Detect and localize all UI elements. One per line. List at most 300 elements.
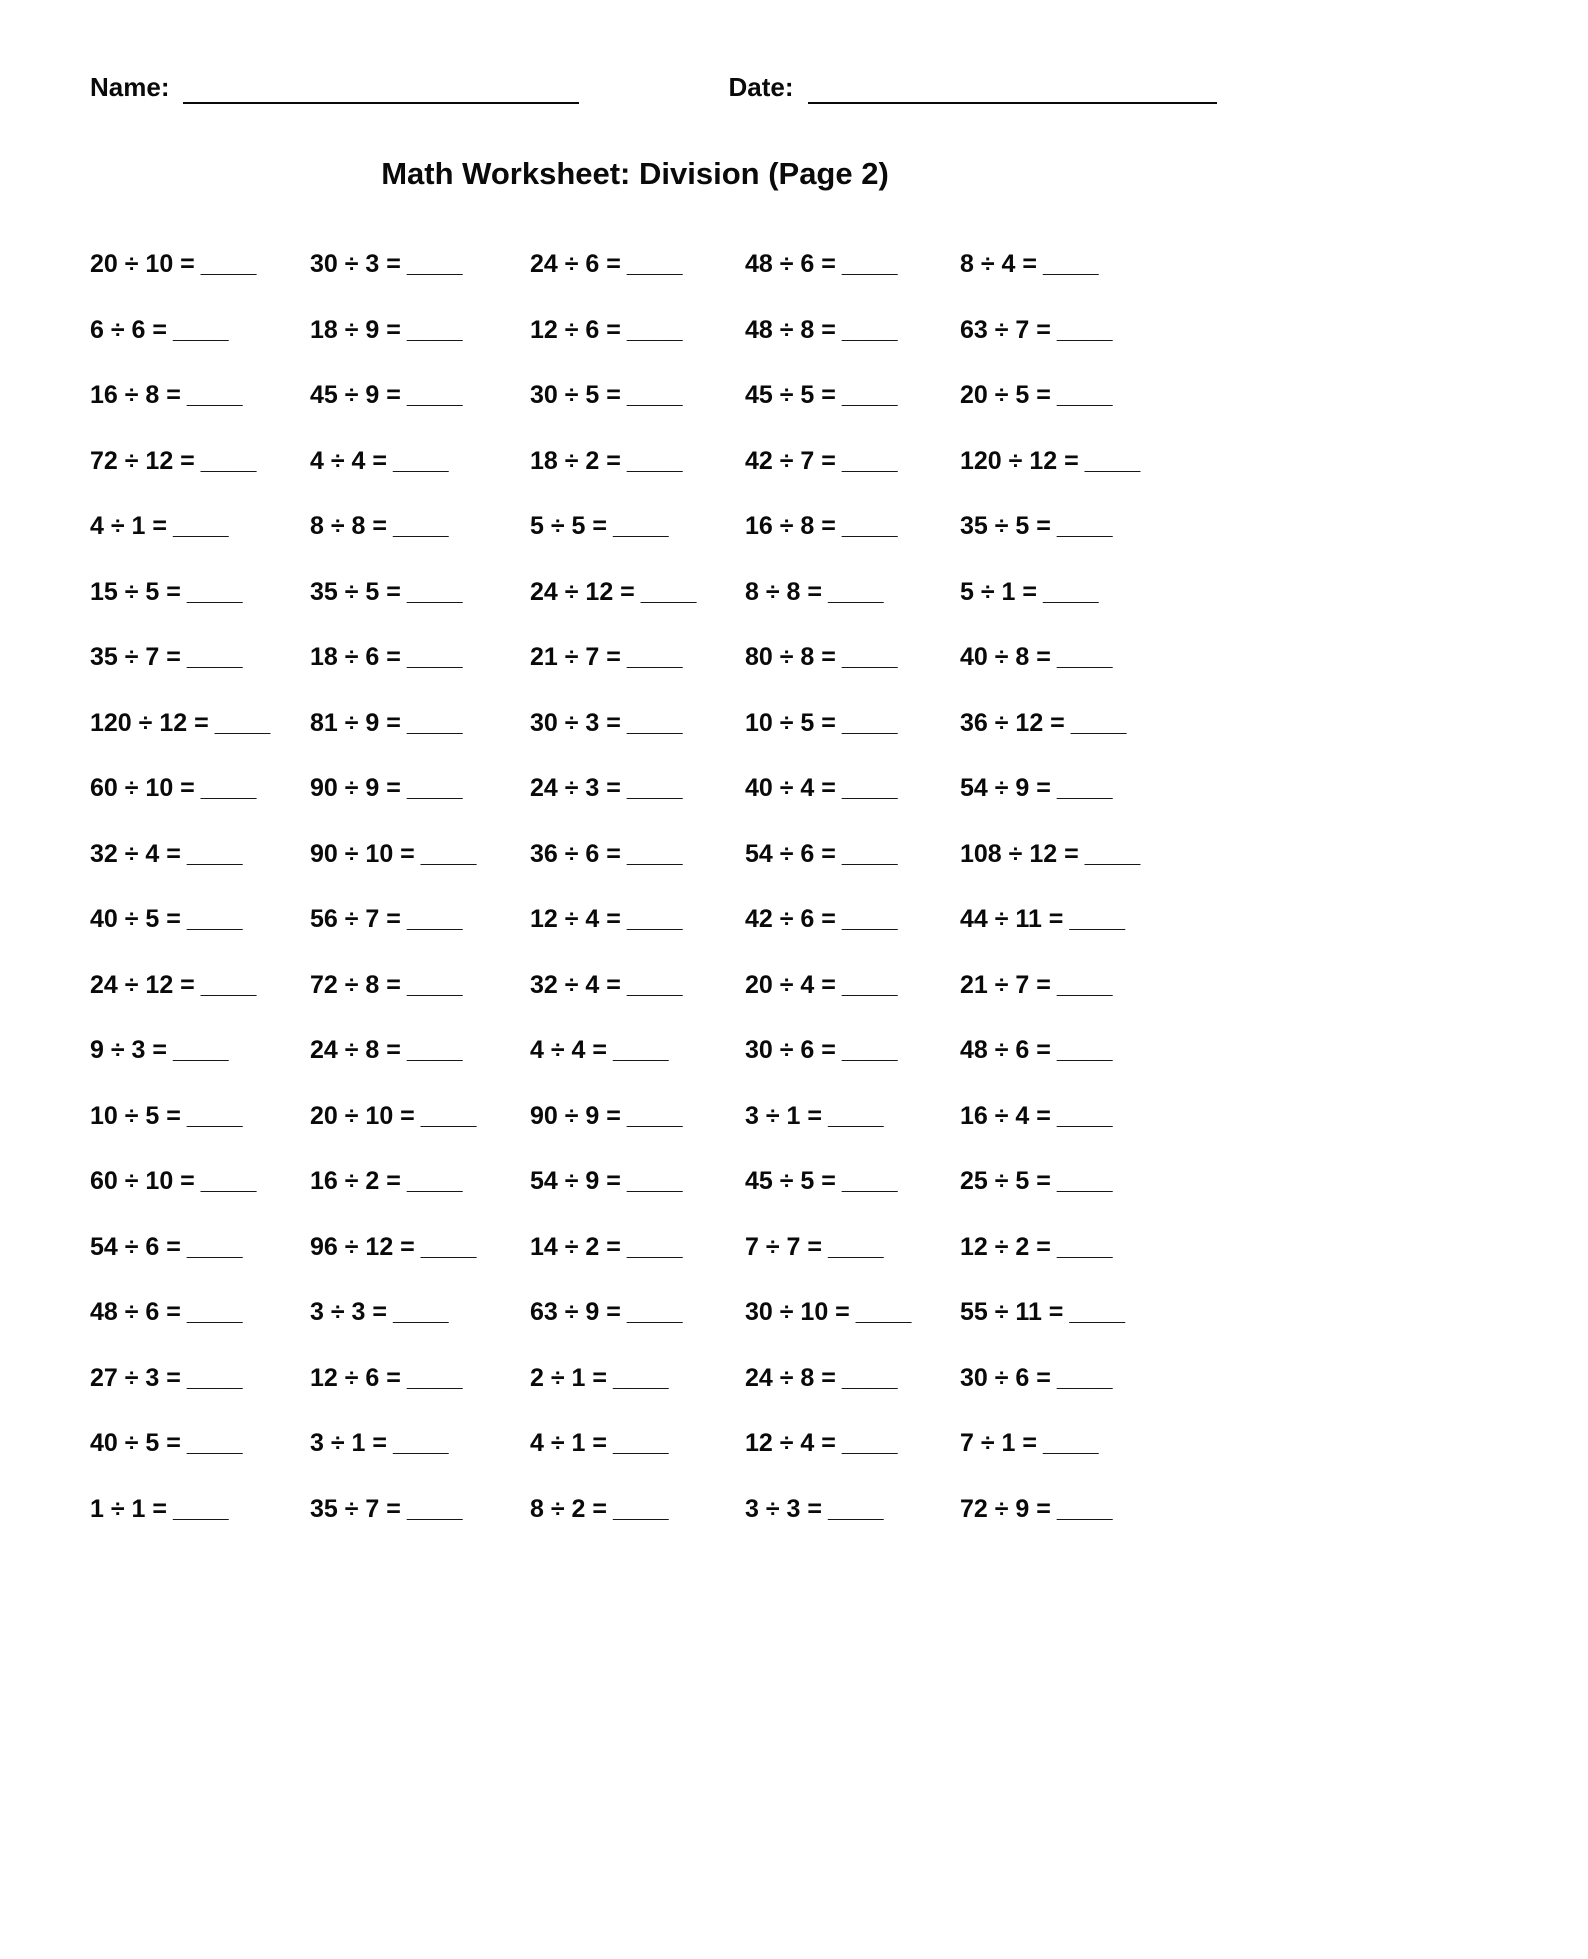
division-problem	[310, 1495, 530, 1561]
answer-blank: ____	[626, 381, 683, 409]
division-problem	[960, 1298, 1200, 1364]
problem-expression: 81 ÷ 9 =	[310, 708, 401, 737]
answer-blank: ____	[1056, 1232, 1113, 1261]
problem-expression: 90 ÷ 9 =	[310, 774, 401, 802]
problem-expression: 30 ÷ 6 =	[960, 1363, 1051, 1392]
division-problem	[745, 840, 960, 906]
division-problem	[310, 1036, 530, 1102]
division-problem	[90, 774, 310, 840]
division-problem	[745, 1298, 960, 1364]
problem-expression: 4 ÷ 1 =	[530, 1429, 607, 1457]
division-problem	[310, 381, 530, 447]
answer-blank: ____	[626, 643, 683, 671]
division-problem	[745, 774, 960, 840]
problem-expression: 48 ÷ 6 =	[90, 1298, 181, 1326]
answer-blank: ____	[640, 577, 697, 606]
division-problem	[310, 774, 530, 840]
problem-expression: 10 ÷ 5 =	[90, 1101, 181, 1130]
answer-blank: ____	[406, 250, 463, 278]
answer-blank: ____	[841, 250, 898, 278]
division-problem	[745, 1167, 960, 1233]
division-problem	[960, 971, 1200, 1037]
answer-blank: ____	[1084, 446, 1141, 475]
division-problem	[530, 1364, 745, 1430]
division-problem	[310, 971, 530, 1037]
division-problem	[90, 971, 310, 1037]
division-problem	[745, 1429, 960, 1495]
worksheet-title: Math Worksheet: Division (Page 2)	[381, 156, 889, 191]
division-problem	[310, 1364, 530, 1430]
answer-blank: ____	[420, 839, 477, 868]
answer-blank: ____	[626, 1298, 683, 1326]
problem-expression: 8 ÷ 8 =	[310, 512, 387, 540]
answer-blank: ____	[172, 512, 229, 540]
problem-expression: 20 ÷ 5 =	[960, 381, 1051, 409]
answer-blank: ____	[626, 1232, 683, 1261]
problem-expression: 16 ÷ 8 =	[745, 512, 836, 540]
problem-expression: 12 ÷ 4 =	[745, 1429, 836, 1457]
date-label: Date:	[728, 72, 794, 102]
answer-blank: ____	[186, 1429, 243, 1457]
division-problem	[310, 1233, 530, 1299]
problem-expression: 9 ÷ 3 =	[90, 1036, 167, 1064]
problem-expression: 3 ÷ 3 =	[745, 1494, 822, 1523]
division-problem	[90, 512, 310, 578]
answer-blank: ____	[200, 250, 257, 278]
problem-expression: 15 ÷ 5 =	[90, 577, 181, 606]
problem-expression: 18 ÷ 2 =	[530, 446, 621, 475]
answer-blank: ____	[841, 446, 898, 475]
problem-expression: 54 ÷ 6 =	[90, 1232, 181, 1261]
problem-expression: 90 ÷ 10 =	[310, 839, 415, 868]
problem-expression: 12 ÷ 6 =	[310, 1363, 401, 1392]
answer-blank: ____	[406, 1494, 463, 1523]
problem-expression: 48 ÷ 6 =	[745, 250, 836, 278]
answer-blank: ____	[841, 1036, 898, 1064]
name-blank-line	[183, 72, 578, 104]
division-problem	[960, 250, 1200, 316]
problem-expression: 35 ÷ 7 =	[90, 643, 181, 671]
division-problem	[745, 1102, 960, 1168]
answer-blank: ____	[827, 1101, 884, 1130]
problem-expression: 30 ÷ 5 =	[530, 381, 621, 409]
division-problem	[530, 643, 745, 709]
answer-blank: ____	[1056, 512, 1113, 540]
answer-blank: ____	[626, 1101, 683, 1130]
problem-expression: 72 ÷ 9 =	[960, 1494, 1051, 1523]
answer-blank: ____	[392, 1429, 449, 1457]
problem-expression: 24 ÷ 12 =	[90, 970, 195, 999]
answer-blank: ____	[406, 970, 463, 999]
problem-expression: 45 ÷ 5 =	[745, 381, 836, 409]
problem-expression: 21 ÷ 7 =	[530, 643, 621, 671]
answer-blank: ____	[186, 1363, 243, 1392]
problem-expression: 72 ÷ 12 =	[90, 446, 195, 475]
division-problem	[960, 512, 1200, 578]
answer-blank: ____	[406, 643, 463, 671]
problem-expression: 7 ÷ 1 =	[960, 1429, 1037, 1457]
answer-blank: ____	[626, 774, 683, 802]
division-problem	[530, 381, 745, 447]
division-problem	[90, 1364, 310, 1430]
problem-expression: 120 ÷ 12 =	[90, 708, 209, 737]
answer-blank: ____	[626, 250, 683, 278]
division-problem	[310, 840, 530, 906]
answer-blank: ____	[406, 905, 463, 933]
answer-blank: ____	[420, 1232, 477, 1261]
division-problem	[960, 447, 1200, 513]
division-problem	[960, 905, 1200, 971]
problem-expression: 120 ÷ 12 =	[960, 446, 1079, 475]
date-blank-line	[808, 72, 1217, 104]
division-problem	[745, 447, 960, 513]
problem-expression: 30 ÷ 3 =	[530, 708, 621, 737]
answer-blank: ____	[1056, 1167, 1113, 1195]
problem-expression: 96 ÷ 12 =	[310, 1232, 415, 1261]
division-problem	[960, 709, 1200, 775]
problem-expression: 108 ÷ 12 =	[960, 839, 1079, 868]
division-problem	[90, 1036, 310, 1102]
division-problem	[745, 971, 960, 1037]
problem-expression: 42 ÷ 7 =	[745, 446, 836, 475]
problem-expression: 54 ÷ 9 =	[960, 774, 1051, 802]
answer-blank: ____	[200, 970, 257, 999]
division-problem	[310, 905, 530, 971]
answer-blank: ____	[1042, 577, 1099, 606]
answer-blank: ____	[841, 315, 898, 344]
problem-expression: 16 ÷ 2 =	[310, 1167, 401, 1195]
problem-expression: 35 ÷ 7 =	[310, 1494, 401, 1523]
answer-blank: ____	[841, 1429, 898, 1457]
division-problem	[310, 709, 530, 775]
division-problem	[530, 1233, 745, 1299]
problem-expression: 24 ÷ 6 =	[530, 250, 621, 278]
problem-expression: 5 ÷ 5 =	[530, 512, 607, 540]
problem-expression: 72 ÷ 8 =	[310, 970, 401, 999]
problem-expression: 4 ÷ 1 =	[90, 512, 167, 540]
division-problem	[745, 1364, 960, 1430]
answer-blank: ____	[626, 905, 683, 933]
division-problem	[530, 709, 745, 775]
problem-expression: 24 ÷ 12 =	[530, 577, 635, 606]
answer-blank: ____	[841, 905, 898, 933]
problem-expression: 56 ÷ 7 =	[310, 905, 401, 933]
answer-blank: ____	[626, 1167, 683, 1195]
answer-blank: ____	[827, 1494, 884, 1523]
division-problem	[90, 447, 310, 513]
division-problem	[530, 971, 745, 1037]
answer-blank: ____	[406, 708, 463, 737]
division-problem	[310, 1429, 530, 1495]
answer-blank: ____	[626, 839, 683, 868]
problem-expression: 80 ÷ 8 =	[745, 643, 836, 671]
problem-expression: 60 ÷ 10 =	[90, 1167, 195, 1195]
problem-expression: 32 ÷ 4 =	[90, 839, 181, 868]
problem-expression: 24 ÷ 8 =	[310, 1036, 401, 1064]
problem-expression: 63 ÷ 9 =	[530, 1298, 621, 1326]
answer-blank: ____	[1056, 774, 1113, 802]
answer-blank: ____	[172, 1494, 229, 1523]
division-problem	[960, 1036, 1200, 1102]
problem-expression: 48 ÷ 8 =	[745, 315, 836, 344]
problem-expression: 16 ÷ 4 =	[960, 1101, 1051, 1130]
problem-expression: 12 ÷ 2 =	[960, 1232, 1051, 1261]
division-problem	[960, 840, 1200, 906]
answer-blank: ____	[186, 381, 243, 409]
date-field	[729, 72, 1218, 104]
answer-blank: ____	[1042, 1429, 1099, 1457]
answer-blank: ____	[841, 708, 898, 737]
division-problem	[310, 1298, 530, 1364]
division-problem	[310, 250, 530, 316]
answer-blank: ____	[1056, 1494, 1113, 1523]
division-problem	[745, 578, 960, 644]
division-problem	[960, 1364, 1200, 1430]
answer-blank: ____	[841, 643, 898, 671]
division-problem	[960, 1102, 1200, 1168]
answer-blank: ____	[612, 1363, 669, 1392]
problem-expression: 30 ÷ 6 =	[745, 1036, 836, 1064]
division-problem	[530, 316, 745, 382]
division-problem	[90, 250, 310, 316]
answer-blank: ____	[1056, 1363, 1113, 1392]
answer-blank: ____	[1056, 381, 1113, 409]
division-problem	[90, 578, 310, 644]
division-problem	[745, 643, 960, 709]
answer-blank: ____	[392, 1298, 449, 1326]
problem-expression: 8 ÷ 2 =	[530, 1494, 607, 1523]
answer-blank: ____	[612, 1494, 669, 1523]
answer-blank: ____	[827, 1232, 884, 1261]
problem-expression: 4 ÷ 4 =	[530, 1036, 607, 1064]
answer-blank: ____	[841, 970, 898, 999]
division-problem	[90, 1298, 310, 1364]
problem-expression: 40 ÷ 5 =	[90, 905, 181, 933]
division-problem	[960, 578, 1200, 644]
answer-blank: ____	[200, 774, 257, 802]
answer-blank: ____	[841, 1363, 898, 1392]
division-problem	[530, 1429, 745, 1495]
division-problem	[90, 840, 310, 906]
division-problem	[530, 774, 745, 840]
problem-expression: 10 ÷ 5 =	[745, 708, 836, 737]
answer-blank: ____	[406, 315, 463, 344]
answer-blank: ____	[1084, 839, 1141, 868]
problem-expression: 24 ÷ 8 =	[745, 1363, 836, 1392]
division-problem	[960, 1495, 1200, 1561]
division-problem	[310, 643, 530, 709]
answer-blank: ____	[186, 577, 243, 606]
problem-expression: 40 ÷ 5 =	[90, 1429, 181, 1457]
division-problem	[530, 578, 745, 644]
problem-expression: 5 ÷ 1 =	[960, 577, 1037, 606]
problem-expression: 20 ÷ 4 =	[745, 970, 836, 999]
problem-expression: 4 ÷ 4 =	[310, 446, 387, 475]
answer-blank: ____	[1042, 250, 1099, 278]
answer-blank: ____	[626, 708, 683, 737]
division-problem	[530, 447, 745, 513]
division-problem	[745, 381, 960, 447]
division-problem	[310, 316, 530, 382]
division-problem	[310, 447, 530, 513]
problem-expression: 55 ÷ 11 =	[960, 1298, 1064, 1326]
problem-expression: 12 ÷ 6 =	[530, 315, 621, 344]
answer-blank: ____	[612, 1429, 669, 1457]
answer-blank: ____	[186, 839, 243, 868]
problem-expression: 36 ÷ 6 =	[530, 839, 621, 868]
answer-blank: ____	[420, 1101, 477, 1130]
answer-blank: ____	[200, 1167, 257, 1195]
problem-expression: 60 ÷ 10 =	[90, 774, 195, 802]
answer-blank: ____	[1056, 970, 1113, 999]
division-problem	[90, 381, 310, 447]
division-problem	[745, 1233, 960, 1299]
answer-blank: ____	[186, 905, 243, 933]
division-problem	[310, 1102, 530, 1168]
name-field	[90, 72, 579, 104]
division-problem	[960, 643, 1200, 709]
answer-blank: ____	[1056, 643, 1113, 671]
answer-blank: ____	[1069, 905, 1126, 933]
answer-blank: ____	[392, 446, 449, 475]
answer-blank: ____	[406, 774, 463, 802]
division-problem	[745, 250, 960, 316]
problem-expression: 24 ÷ 3 =	[530, 774, 621, 802]
division-problem	[310, 578, 530, 644]
division-problem	[90, 316, 310, 382]
division-problem	[745, 316, 960, 382]
answer-blank: ____	[626, 970, 683, 999]
problem-expression: 20 ÷ 10 =	[310, 1101, 415, 1130]
answer-blank: ____	[406, 577, 463, 606]
problem-expression: 35 ÷ 5 =	[960, 512, 1051, 540]
division-problem	[960, 774, 1200, 840]
problem-expression: 30 ÷ 3 =	[310, 250, 401, 278]
answer-blank: ____	[1070, 708, 1127, 737]
problem-expression: 14 ÷ 2 =	[530, 1232, 621, 1261]
answer-blank: ____	[841, 512, 898, 540]
answer-blank: ____	[214, 708, 271, 737]
answer-blank: ____	[186, 1101, 243, 1130]
division-problem	[960, 1167, 1200, 1233]
answer-blank: ____	[406, 1363, 463, 1392]
division-problem	[530, 1102, 745, 1168]
problem-expression: 7 ÷ 7 =	[745, 1232, 822, 1261]
answer-blank: ____	[1056, 315, 1113, 344]
division-problem	[745, 512, 960, 578]
division-problem	[90, 1233, 310, 1299]
division-problem	[960, 381, 1200, 447]
division-problem	[530, 512, 745, 578]
division-problem	[530, 840, 745, 906]
division-problem	[90, 905, 310, 971]
problem-expression: 63 ÷ 7 =	[960, 315, 1051, 344]
problem-expression: 18 ÷ 6 =	[310, 643, 401, 671]
answer-blank: ____	[406, 381, 463, 409]
problem-expression: 6 ÷ 6 =	[90, 315, 167, 344]
division-problem	[530, 905, 745, 971]
answer-blank: ____	[841, 839, 898, 868]
problems-grid	[90, 250, 1588, 1560]
problem-expression: 25 ÷ 5 =	[960, 1167, 1051, 1195]
division-problem	[90, 643, 310, 709]
problem-expression: 54 ÷ 6 =	[745, 839, 836, 868]
division-problem	[530, 1167, 745, 1233]
division-problem	[960, 316, 1200, 382]
answer-blank: ____	[841, 1167, 898, 1195]
division-problem	[310, 1167, 530, 1233]
problem-expression: 18 ÷ 9 =	[310, 315, 401, 344]
division-problem	[90, 1429, 310, 1495]
answer-blank: ____	[841, 774, 898, 802]
problem-expression: 40 ÷ 4 =	[745, 774, 836, 802]
problem-expression: 45 ÷ 5 =	[745, 1167, 836, 1195]
problem-expression: 8 ÷ 8 =	[745, 577, 822, 606]
answer-blank: ____	[200, 446, 257, 475]
answer-blank: ____	[626, 446, 683, 475]
division-problem	[530, 1036, 745, 1102]
name-label: Name:	[90, 72, 170, 102]
answer-blank: ____	[172, 315, 229, 344]
answer-blank: ____	[841, 381, 898, 409]
problem-expression: 3 ÷ 3 =	[310, 1298, 387, 1326]
problem-expression: 48 ÷ 6 =	[960, 1036, 1051, 1064]
division-problem	[745, 1036, 960, 1102]
division-problem	[745, 709, 960, 775]
problem-expression: 21 ÷ 7 =	[960, 970, 1051, 999]
problem-expression: 16 ÷ 8 =	[90, 381, 181, 409]
problem-expression: 12 ÷ 4 =	[530, 905, 621, 933]
division-problem	[745, 905, 960, 971]
answer-blank: ____	[406, 1036, 463, 1064]
problem-expression: 45 ÷ 9 =	[310, 381, 401, 409]
problem-expression: 1 ÷ 1 =	[90, 1494, 167, 1523]
problem-expression: 27 ÷ 3 =	[90, 1363, 181, 1392]
answer-blank: ____	[626, 315, 683, 344]
answer-blank: ____	[186, 643, 243, 671]
answer-blank: ____	[827, 577, 884, 606]
header	[90, 72, 1217, 104]
division-problem	[530, 1298, 745, 1364]
answer-blank: ____	[186, 1298, 243, 1326]
problem-expression: 8 ÷ 4 =	[960, 250, 1037, 278]
answer-blank: ____	[855, 1298, 912, 1326]
problem-expression: 2 ÷ 1 =	[530, 1363, 607, 1392]
answer-blank: ____	[612, 512, 669, 540]
problem-expression: 3 ÷ 1 =	[745, 1101, 822, 1130]
answer-blank: ____	[1056, 1101, 1113, 1130]
problem-expression: 36 ÷ 12 =	[960, 708, 1065, 737]
division-problem	[310, 512, 530, 578]
division-problem	[530, 250, 745, 316]
answer-blank: ____	[1069, 1298, 1126, 1326]
answer-blank: ____	[392, 512, 449, 540]
answer-blank: ____	[406, 1167, 463, 1195]
problem-expression: 20 ÷ 10 =	[90, 250, 195, 278]
problem-expression: 90 ÷ 9 =	[530, 1101, 621, 1130]
problem-expression: 30 ÷ 10 =	[745, 1298, 850, 1326]
answer-blank: ____	[612, 1036, 669, 1064]
answer-blank: ____	[172, 1036, 229, 1064]
problem-expression: 44 ÷ 11 =	[960, 905, 1064, 933]
answer-blank: ____	[186, 1232, 243, 1261]
problem-expression: 54 ÷ 9 =	[530, 1167, 621, 1195]
problem-expression: 32 ÷ 4 =	[530, 970, 621, 999]
division-problem	[90, 709, 310, 775]
problem-expression: 40 ÷ 8 =	[960, 643, 1051, 671]
problem-expression: 3 ÷ 1 =	[310, 1429, 387, 1457]
division-problem	[90, 1167, 310, 1233]
